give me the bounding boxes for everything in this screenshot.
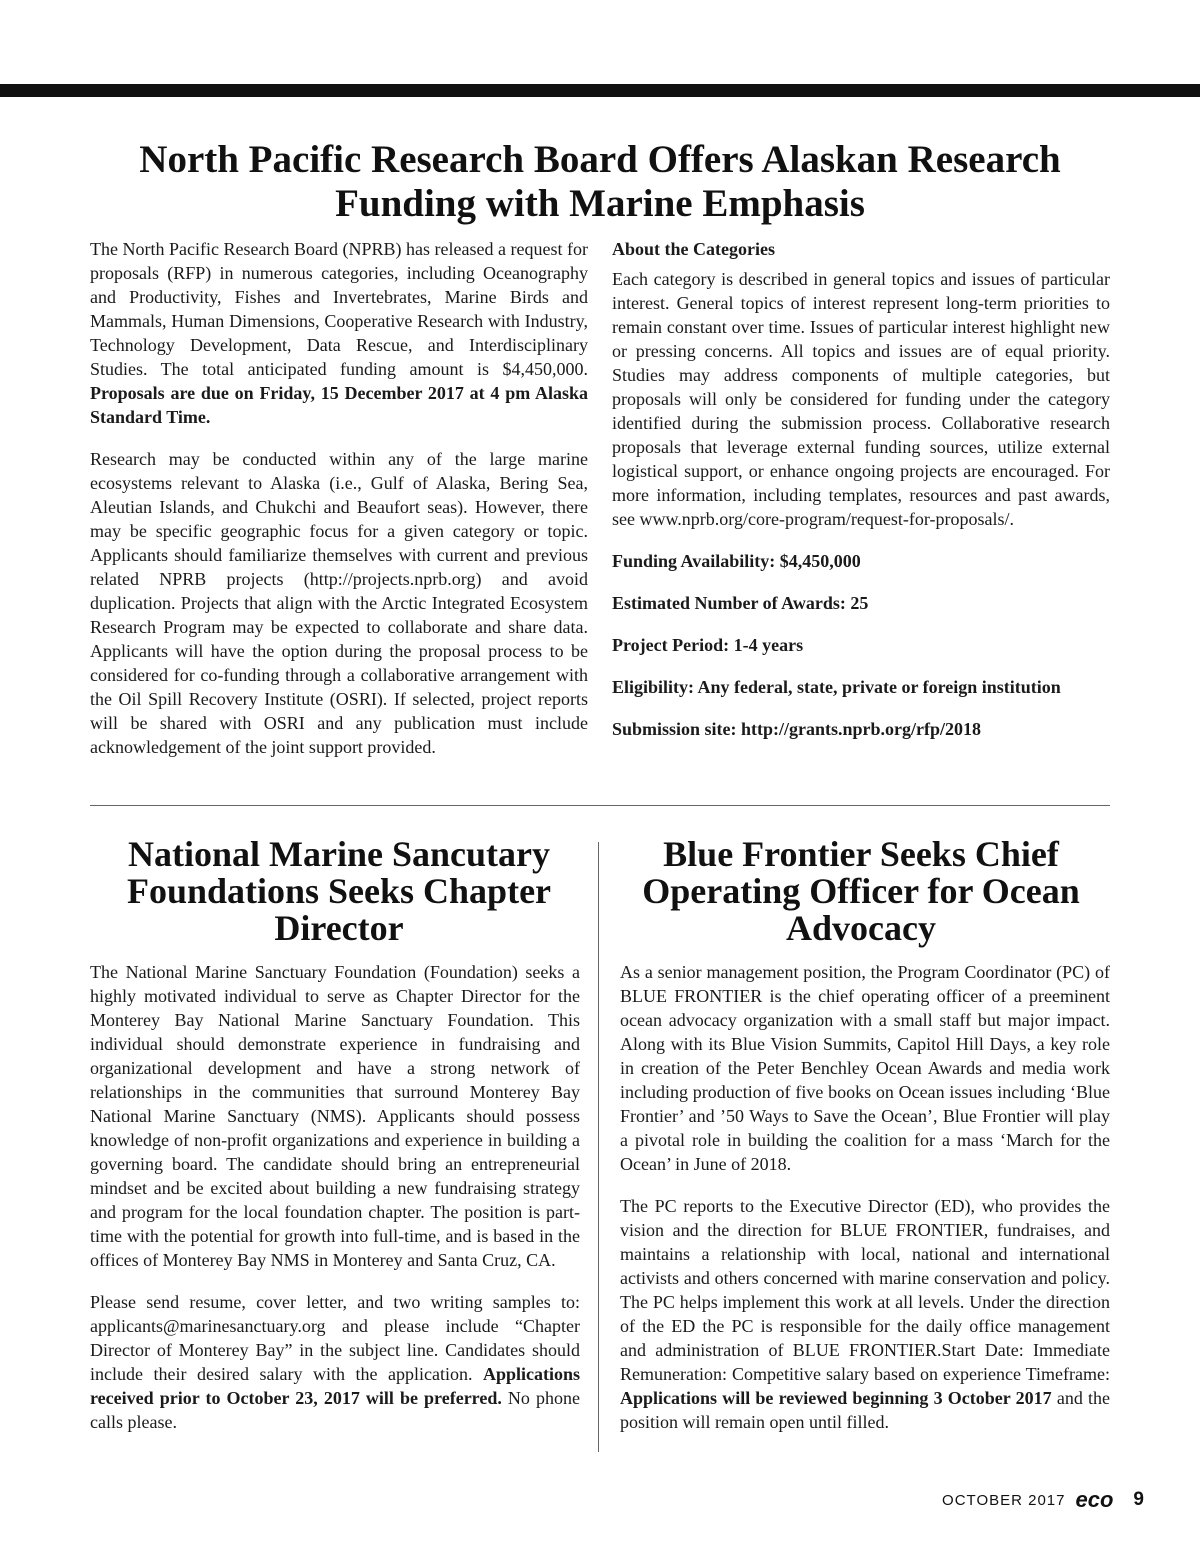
main-article-right-column: [612, 237, 1110, 741]
categories-paragraph: Each category is described in general topics and issues of particular interest. General topics of interest represent long-term priorities to remain constant over time. Issues of particular interest highlight new or pressing concerns. All topics and issues are of equal priority. Studies may address components of multiple categories, but proposals will only be considered for funding under the category identified during the submission process. Collaborative research proposals that leverage external funding sources, utilize external logistical support, or enhance ongoing projects are encouraged. For more information, including templates, resources and past awards, see www.nprb.org/core-program/request-for-proposals/.: [612, 269, 1110, 529]
article2-paragraph-1: The National Marine Sanctuary Foundation (Foundation) seeks a highly motivated individual to serve as Chapter Director for the Monterey Bay National Marine Sanctuary Foundation. This individual should demonstrate experience in fundraising and organizational development and have a strong network of relationships in the communities that surround Monterey Bay National Marine Sanctuary (NMS). Applicants should possess knowledge of non-profit organizations and experience in building a governing board. The candidate should bring an entrepreneurial mindset and be excited about building a new fundraising strategy and program for the local foundation chapter. The position is part-time with the potential for growth into full-time, and is based in the offices of Monterey Bay NMS in Monterey and Santa Cruz, CA.: [90, 962, 580, 1270]
top-rule: [0, 84, 1200, 97]
page-number: 9: [1133, 1489, 1144, 1510]
page-footer: [942, 1488, 1144, 1512]
article3-deadline: Applications will be reviewed beginning 3 October 2017: [620, 1388, 1052, 1408]
categories-heading: About the Categories: [612, 239, 775, 259]
main-article-title: North Pacific Research Board Offers Alaskan Research Funding with Marine Emphasis: [139, 138, 1061, 225]
deadline-text: Proposals are due on Friday, 15 December 2017 at 4 pm Alaska Standard Time.: [90, 383, 588, 427]
column-divider: [598, 842, 599, 1452]
article3-paragraph-2: The PC reports to the Executive Director (ED), who provides the vision and the direction for BLUE FRONTIER, fundraises, and maintains a relationship with local, national and international activists and others concerned with marine conservation and policy. The PC helps implement this work at all levels. Under the direction of the ED the PC is responsible for the daily office management and administration of BLUE FRONTIER.Start Date: Immediate Remuneration: Competitive salary based on experience Timeframe: Applications will be reviewed beginning 3 October 2017 and the position will remain open until filled.: [620, 1196, 1110, 1432]
fact-eligibility: Eligibility: Any federal, state, private or foreign institution: [612, 677, 1061, 697]
fact-period: Project Period: 1-4 years: [612, 635, 804, 655]
article2-body: [90, 960, 580, 1434]
eco-logo: eco: [1075, 1487, 1114, 1512]
article2-deadline: Applications received prior to October 23, 2017 will be preferred.: [90, 1364, 580, 1408]
fact-funding: Funding Availability: $4,450,000: [612, 551, 861, 571]
section-divider: [90, 805, 1110, 806]
main-article-left-column: [90, 237, 588, 759]
fact-submission: Submission site: http://grants.nprb.org/rfp/2018: [612, 719, 982, 739]
issue-date: OCTOBER 2017: [942, 1491, 1066, 1509]
main-article-paragraph-2: Research may be conducted within any of the large marine ecosystems relevant to Alaska (i.e., Gulf of Alaska, Bering Sea, Aleutian Islands, and Chukchi and Beaufort seas). However, there may be specific geographic focus for a given category or topic. Applicants should familiarize themselves with current and previous related NPRB projects (http://projects.nprb.org) and avoid duplication. Projects that align with the Arctic Integrated Ecosystem Research Program may be expected to collaborate and share data. Applicants will have the option during the proposal process to be considered for co-funding through a collaborative arrangement with the Oil Spill Recovery Institute (OSRI). If selected, project reports will be shared with OSRI and any publication must include acknowledgement of the joint support provided.: [90, 449, 588, 757]
article3-body: [620, 960, 1110, 1434]
fact-awards: Estimated Number of Awards: 25: [612, 593, 869, 613]
article2-paragraph-2: Please send resume, cover letter, and two writing samples to: applicants@marinesanctuary.org and please include “Chapter Director of Monterey Bay” in the subject line. Candidates should include their desired salary with the application. Applications received prior to October 23, 2017 will be preferred. No phone calls please.: [90, 1292, 580, 1432]
article3-paragraph-1: As a senior management position, the Program Coordinator (PC) of BLUE FRONTIER is the chief operating officer of a preeminent ocean advocacy organization with a small staff but major impact. Along with its Blue Vision Summits, Capitol Hill Days, a key role in creation of the Peter Benchley Ocean Awards and media work including production of five books on Ocean issues including ‘Blue Frontier’ and ’50 Ways to Save the Ocean’, Blue Frontier will play a pivotal role in building the coalition for a mass ‘March for the Ocean’ in June of 2018.: [620, 962, 1110, 1174]
main-article-paragraph-1: The North Pacific Research Board (NPRB) has released a request for proposals (RFP) in numerous categories, including Oceanography and Productivity, Fishes and Invertebrates, Marine Birds and Mammals, Human Dimensions, Cooperative Research with Industry, Technology Development, Data Rescue, and Interdisciplinary Studies. The total anticipated funding amount is $4,450,000. Proposals are due on Friday, 15 December 2017 at 4 pm Alaska Standard Time.: [90, 239, 588, 427]
article2-title: National Marine Sancutary Foundations Seeks Chapter Director: [126, 834, 552, 948]
article3-title: Blue Frontier Seeks Chief Operating Officer for Ocean Advocacy: [642, 834, 1080, 948]
